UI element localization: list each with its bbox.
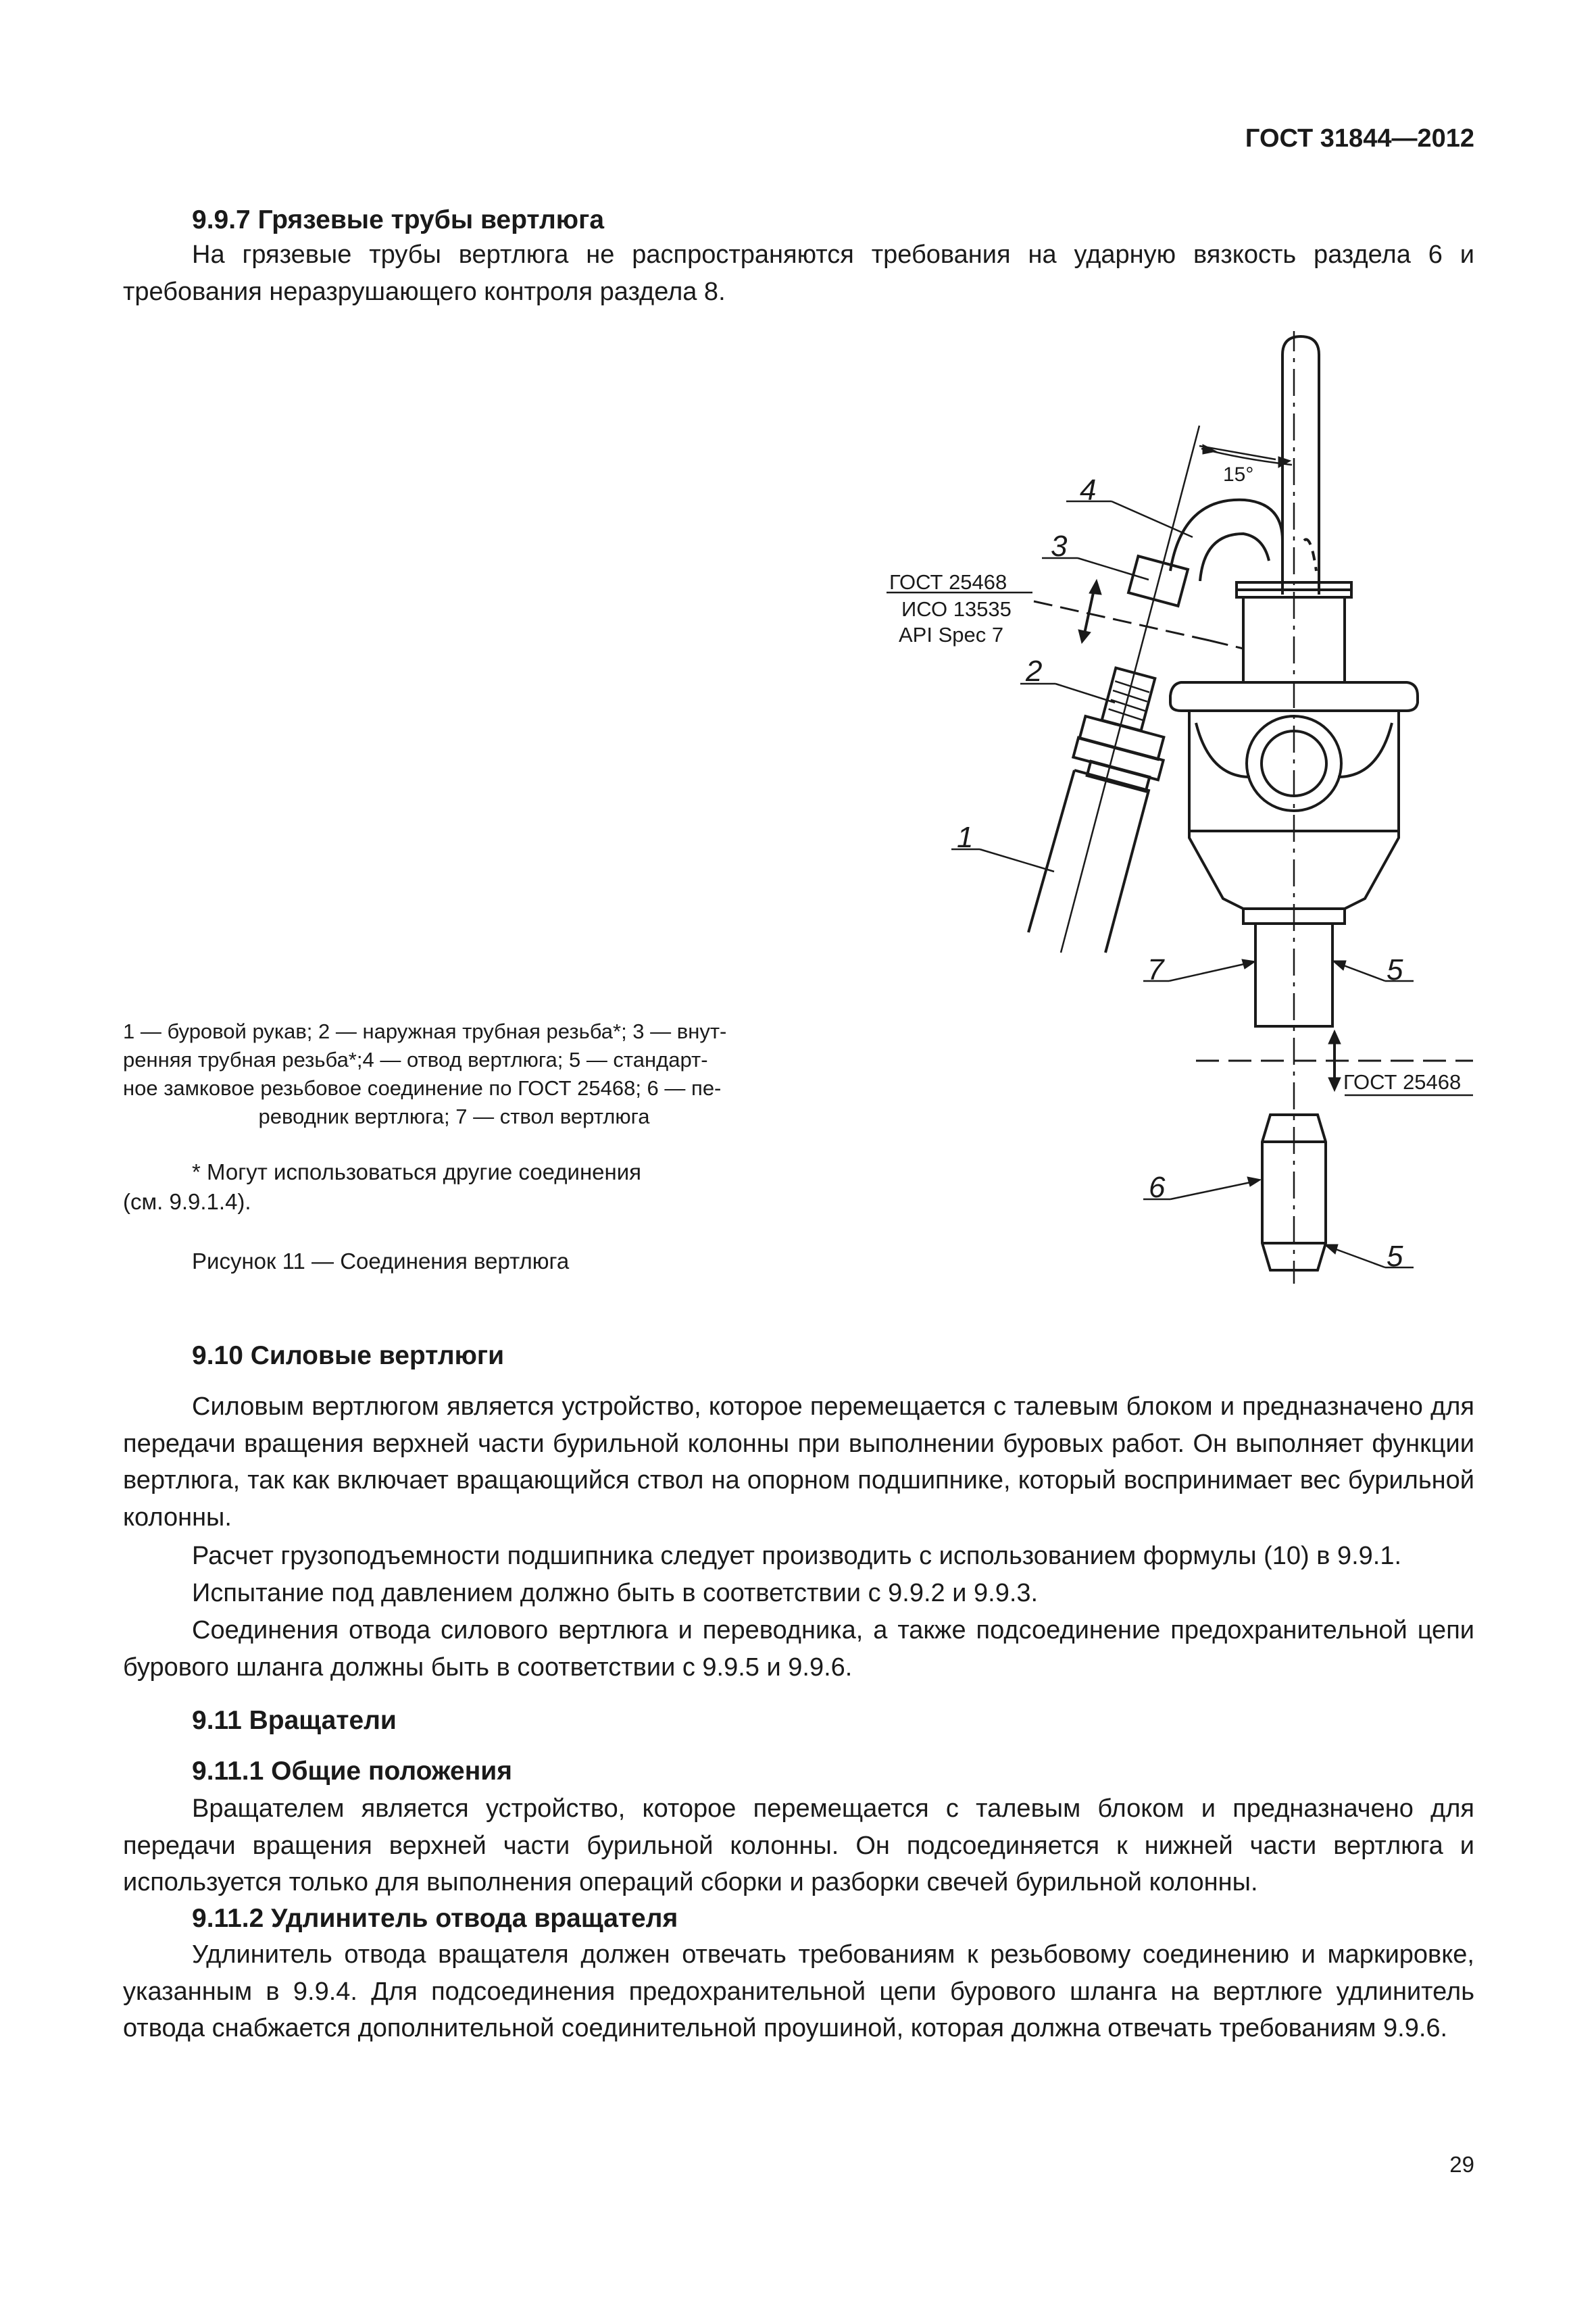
section-title-9-10: 9.10 Силовые вертлюги — [192, 1341, 505, 1370]
legend-text-3: ное замковое резьбовое соединение по ГОСТ 25468; 6 — пе- — [123, 1076, 722, 1100]
section-title-9-11: 9.11 Вращатели — [192, 1706, 397, 1735]
figure-legend-line-4 — [123, 1103, 785, 1131]
legend-text-1: 1 — буровой рукав; 2 — наружная трубная резьба*; 3 — внут- — [123, 1020, 727, 1043]
drilling-hose — [1028, 770, 1149, 953]
label-3: 3 — [1051, 530, 1068, 563]
label-5-top: 5 — [1387, 953, 1403, 986]
figure-footnote-line-1: * Могут использоваться другие соединения — [192, 1159, 642, 1184]
label-5-bottom: 5 — [1387, 1240, 1403, 1273]
section-9-10-paragraph-2: Расчет грузоподъемности подшипника следует производить с использованием формулы (10) в 9.9.1. — [192, 1542, 1402, 1570]
legend-text-4: реводник вертлюга; 7 — ствол вертлюга — [258, 1105, 650, 1128]
swivel-connections-figure — [838, 331, 1500, 1290]
outer-thread-pin — [1102, 668, 1155, 731]
label-2: 2 — [1026, 655, 1043, 688]
figure-legend-line-2 — [123, 1046, 785, 1074]
label-7: 7 — [1147, 953, 1164, 986]
legend-text-2: ренняя трубная резьба*;4 — отвод вертлюга; 5 — стандарт- — [123, 1048, 708, 1072]
standard-number: ГОСТ 31844—2012 — [1245, 124, 1474, 153]
section-9-11-2-text: Удлинитель отвода вращателя должен отвечать требованиям к резьбовому соединению и маркировке, указанным в 9.9.4. Для подсоединения предохранительной цепи бурового шланга на вертлюге удлинитель отвода снабжается дополнительной соединительной проушиной, которая должна отвечать требованиям 9.9.6. — [123, 1940, 1474, 2042]
section-title-9-9-7: 9.9.7 Грязевые трубы вертлюга — [192, 205, 605, 234]
label-4: 4 — [1080, 474, 1097, 507]
figure-legend-line-3 — [123, 1074, 785, 1103]
gost-25468-bottom-label: ГОСТ 25468 — [1343, 1070, 1462, 1094]
section-title-9-11-1: 9.11.1 Общие положения — [192, 1757, 513, 1786]
label-1: 1 — [957, 821, 974, 854]
gost-25468-top-label: ГОСТ 25468 — [889, 570, 1007, 594]
section-title-9-11-2: 9.11.2 Удлинитель отвода вращателя — [192, 1904, 678, 1933]
section-9-10-paragraph-4: Соединения отвода силового вертлюга и переводника, а также подсоединение предохранительной цепи бурового шланга должны быть в соответствии с 9.9.5 и 9.9.6. — [123, 1616, 1474, 1682]
page-number: 29 — [1449, 2152, 1474, 2177]
api-spec-7-label: API Spec 7 — [899, 623, 1004, 647]
angle-label: 15° — [1223, 463, 1254, 486]
figure-legend-line-1 — [123, 1017, 785, 1046]
figure-footnote-line-2: (см. 9.9.1.4). — [123, 1189, 251, 1214]
figure-caption: Рисунок 11 — Соединения вертлюга — [192, 1249, 570, 1274]
section-9-10-paragraph-3: Испытание под давлением должно быть в соответствии с 9.9.2 и 9.9.3. — [192, 1579, 1039, 1607]
section-9-11-1-text: Вращателем является устройство, которое перемещается с талевым блоком и предназначено для передачи вращения верхней части бурильной колонны. Он подсоединяется к нижней части вертлюга и используется только для выполнения операций сборки и разборки свечей бурильной колонны. — [123, 1794, 1474, 1896]
section-text-9-9-7: На грязевые трубы вертлюга не распространяются требования на ударную вязкость раздела 6 и требования неразрушающего контроля раздела 8. — [123, 241, 1474, 306]
iso-13535-label: ИСО 13535 — [901, 597, 1012, 621]
label-6: 6 — [1149, 1171, 1166, 1204]
section-9-10-paragraph-1: Силовым вертлюгом является устройство, которое перемещается с талевым блоком и предназначено для передачи вращения верхней части бурильной колонны при выполнении буровых работ. Он выполняет функции вертлюга, так как включает вращающийся ствол на опорном подшипнике, который воспринимает вес бурильной колонны. — [123, 1392, 1474, 1532]
